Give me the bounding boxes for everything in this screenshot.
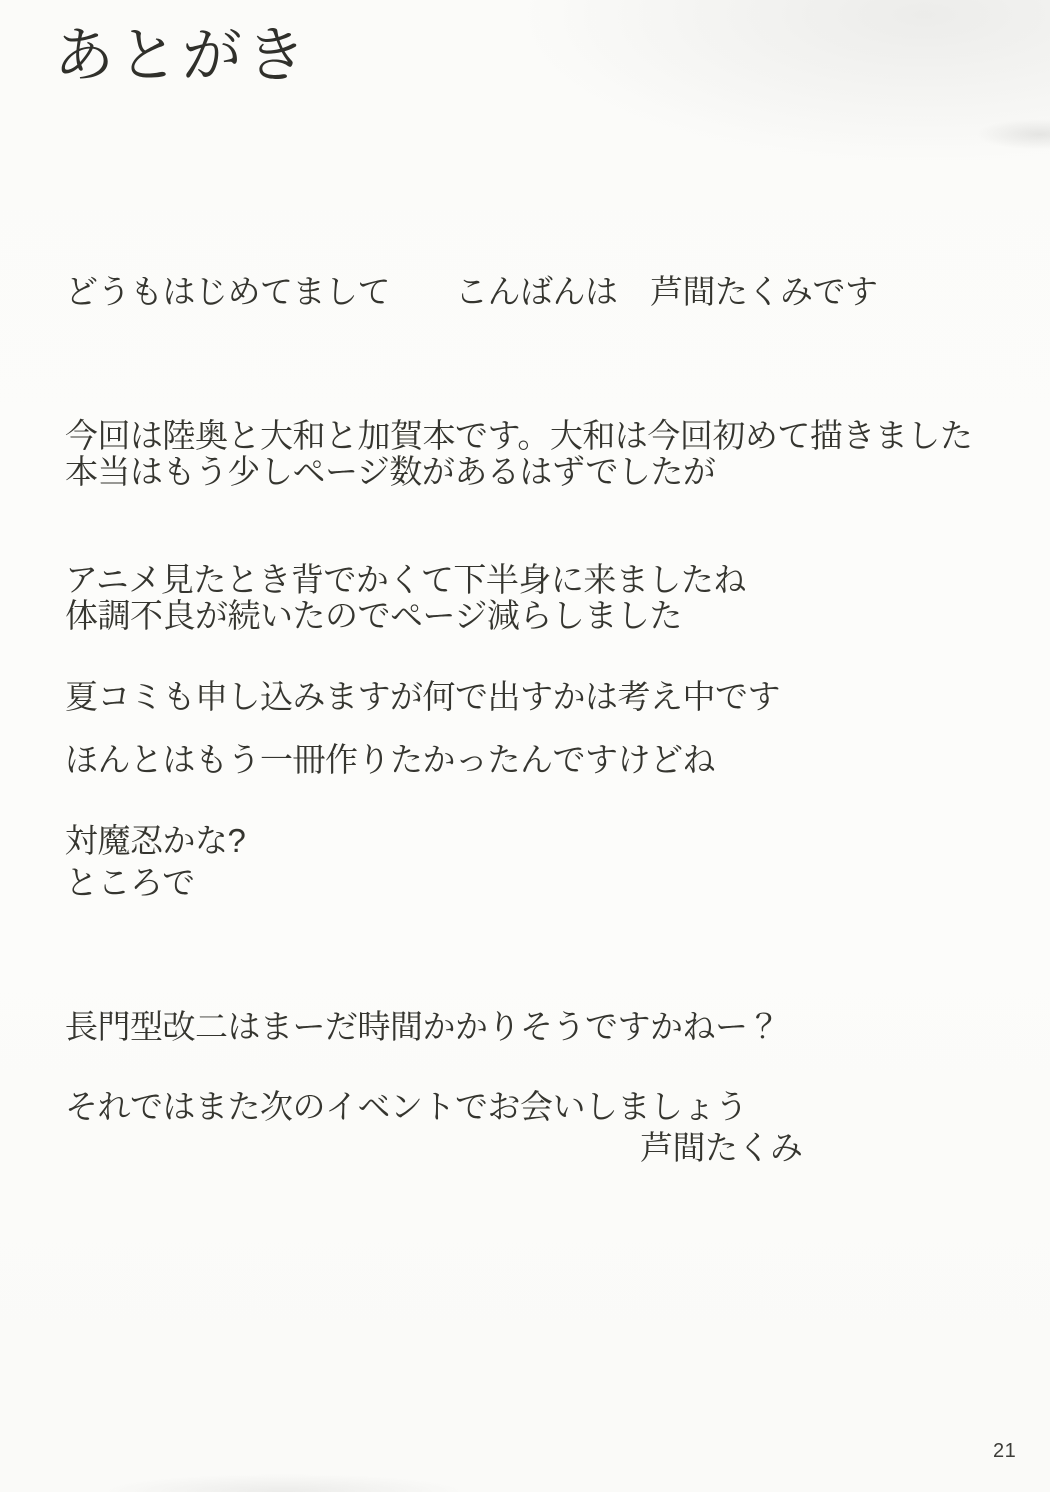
text-line: どうもはじめてまして こんばんは 芦間たくみです xyxy=(65,273,878,310)
text-line: ところで xyxy=(65,864,195,901)
page-number: 21 xyxy=(993,1440,1017,1462)
text-line: 今回は陸奥と大和と加賀本です。大和は今回初めて描きました xyxy=(65,417,973,454)
author-signature: 芦間たくみ xyxy=(640,1129,803,1166)
page-title: あとがき xyxy=(54,22,310,89)
text-line: 長門型改二はまーだ時間かかりそうですかねー？ xyxy=(65,1008,780,1045)
text-line: 本当はもう少しページ数があるはずでしたが xyxy=(65,453,716,490)
text-line: アニメ見たとき背でかくて下半身に来ましたね xyxy=(65,561,746,598)
text-line: それではまた次のイベントでお会いしましょう xyxy=(65,1088,748,1125)
text-line: 夏コミも申し込みますが何で出すかは考え中です xyxy=(65,678,780,715)
text-line: ほんとはもう一冊作りたかったんですけどね xyxy=(65,741,715,778)
text-line: 体調不良が続いたのでページ減らしました xyxy=(65,597,682,634)
paragraph-closing xyxy=(65,987,748,1227)
text-line: 対魔忍かな? xyxy=(65,822,246,859)
